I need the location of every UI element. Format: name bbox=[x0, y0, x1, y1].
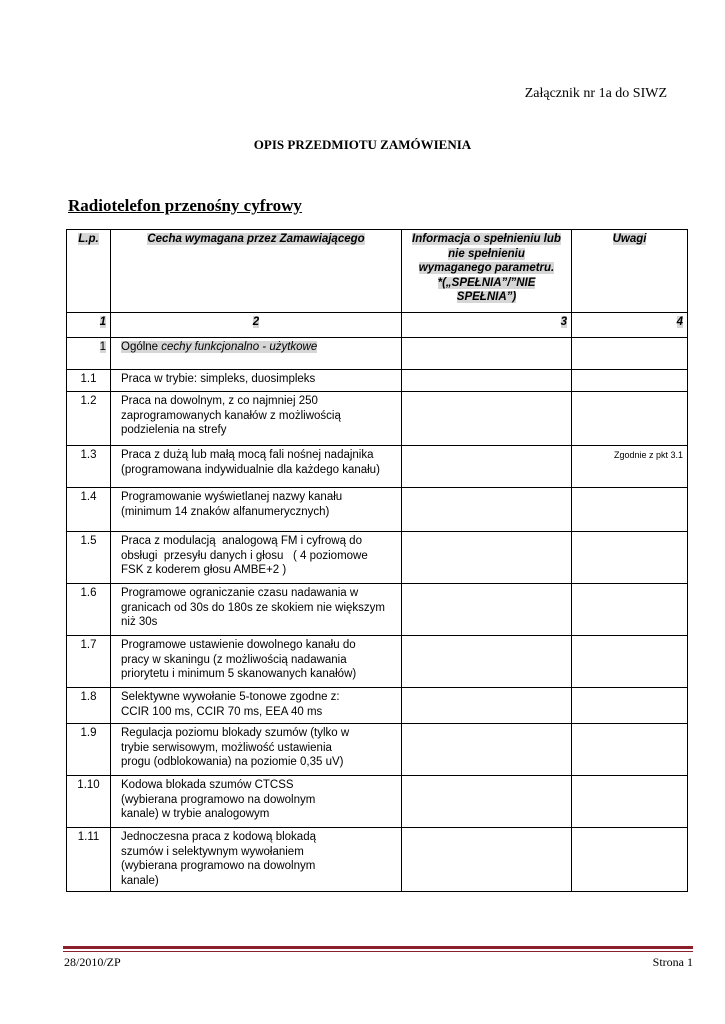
subject-heading: Radiotelefon przenośny cyfrowy bbox=[68, 196, 302, 215]
requirement-row bbox=[67, 776, 688, 828]
requirement-row bbox=[67, 532, 688, 584]
remarks-cell bbox=[572, 688, 688, 724]
requirement-lp: 1.3 bbox=[67, 446, 111, 488]
compliance-input-cell[interactable] bbox=[402, 688, 572, 724]
requirement-line: (wybierana programowo na dowolnym bbox=[121, 793, 316, 806]
remarks-cell bbox=[572, 488, 688, 532]
requirements-rows bbox=[67, 370, 688, 892]
requirement-row bbox=[67, 688, 688, 724]
requirement-row bbox=[67, 370, 688, 392]
attachment-label: Załącznik nr 1a do SIWZ bbox=[524, 86, 667, 101]
header-remarks: Uwagi bbox=[572, 230, 688, 313]
compliance-input-cell[interactable] bbox=[402, 636, 572, 688]
requirement-row bbox=[67, 488, 688, 532]
footer-page-number: Strona 1 bbox=[652, 955, 693, 969]
requirement-lp: 1.1 bbox=[67, 370, 111, 392]
requirement-lp: 1.2 bbox=[67, 392, 111, 446]
header-row bbox=[67, 230, 688, 313]
section-lp: 1 bbox=[67, 338, 111, 370]
footer-reference: 28/2010/ZP bbox=[64, 955, 121, 969]
section-info-cell bbox=[402, 338, 572, 370]
remarks-cell bbox=[572, 584, 688, 636]
requirement-description bbox=[111, 724, 402, 776]
requirement-line: Selektywne wywołanie 5-tonowe zgodne z: bbox=[121, 691, 340, 703]
requirement-lp: 1.7 bbox=[67, 636, 111, 688]
requirement-line: Regulacja poziomu blokady szumów (tylko w bbox=[121, 727, 350, 739]
requirement-lp: 1.10 bbox=[67, 776, 111, 828]
compliance-input-cell[interactable] bbox=[402, 532, 572, 584]
requirement-row bbox=[67, 584, 688, 636]
requirement-line: Kodowa blokada szumów CTCSS bbox=[121, 779, 294, 791]
requirement-line: podzielenia na strefy bbox=[121, 424, 227, 436]
requirement-line: obsługi przesyłu danych i głosu ( 4 poziomowe bbox=[121, 549, 368, 562]
header-info bbox=[402, 230, 572, 313]
requirement-line: Praca w trybie: simpleks, duosimpleks bbox=[121, 373, 316, 385]
compliance-input-cell[interactable] bbox=[402, 488, 572, 532]
requirement-description bbox=[111, 688, 402, 724]
compliance-input-cell[interactable] bbox=[402, 776, 572, 828]
column-number: 3 bbox=[402, 313, 572, 338]
header-lp: L.p. bbox=[67, 230, 111, 313]
remarks-cell bbox=[572, 532, 688, 584]
header-info-line: SPEŁNIA”) bbox=[456, 291, 517, 303]
section-remarks-cell bbox=[572, 338, 688, 370]
compliance-input-cell[interactable] bbox=[402, 446, 572, 488]
document-title: OPIS PRZEDMIOTU ZAMÓWIENIA bbox=[253, 137, 472, 152]
requirement-description bbox=[111, 532, 402, 584]
header-info-line: wymaganego parametru. bbox=[418, 262, 555, 274]
requirement-lp: 1.6 bbox=[67, 584, 111, 636]
remarks-cell bbox=[572, 828, 688, 892]
requirement-description bbox=[111, 370, 402, 392]
remarks-cell bbox=[572, 636, 688, 688]
section-label: Ogólne cechy funkcjonalno - użytkowe bbox=[111, 338, 402, 370]
remarks-cell bbox=[572, 724, 688, 776]
requirement-line: kanale) bbox=[121, 874, 159, 887]
requirement-description bbox=[111, 584, 402, 636]
requirement-line: Jednoczesna praca z kodową blokadą bbox=[121, 831, 316, 843]
header-info-line: nie spełnieniu bbox=[448, 247, 525, 260]
footer-rule-thick bbox=[63, 946, 693, 949]
requirement-line: Praca z dużą lub małą mocą fali nośnej nadajnika bbox=[121, 449, 374, 461]
requirement-row bbox=[67, 828, 688, 892]
column-number: 4 bbox=[572, 313, 688, 338]
column-number: 2 bbox=[111, 313, 402, 338]
requirement-lp: 1.5 bbox=[67, 532, 111, 584]
requirement-line: Praca na dowolnym, z co najmniej 250 bbox=[121, 395, 318, 407]
requirement-line: kanale) w trybie analogowym bbox=[121, 808, 270, 820]
footer-rule-thin bbox=[63, 951, 693, 952]
requirement-description bbox=[111, 636, 402, 688]
column-number: 1 bbox=[67, 313, 111, 338]
requirement-line: progu (odblokowania) na poziomie 0,35 uV) bbox=[121, 756, 344, 768]
requirement-line: szumów i selektywnym wywołaniem bbox=[121, 845, 304, 858]
requirement-lp: 1.9 bbox=[67, 724, 111, 776]
header-info-line: *(„SPEŁNIA”/”NIE bbox=[437, 276, 536, 289]
requirement-description bbox=[111, 776, 402, 828]
requirement-lp: 1.11 bbox=[67, 828, 111, 892]
header-feature: Cecha wymagana przez Zamawiającego bbox=[111, 230, 402, 313]
requirements-table bbox=[66, 229, 688, 892]
requirement-line: (wybierana programowo na dowolnym bbox=[121, 860, 316, 872]
requirement-lp: 1.8 bbox=[67, 688, 111, 724]
requirement-line: Praca z modulacją analogową FM i cyfrową do bbox=[121, 535, 362, 547]
compliance-input-cell[interactable] bbox=[402, 370, 572, 392]
section-row bbox=[67, 338, 688, 370]
requirement-row bbox=[67, 636, 688, 688]
requirement-row bbox=[67, 724, 688, 776]
requirement-line: Programowe ograniczanie czasu nadawania w bbox=[121, 587, 359, 599]
requirement-line: Programowanie wyświetlanej nazwy kanału bbox=[121, 491, 343, 503]
requirement-line: niż 30s bbox=[121, 616, 158, 628]
requirement-line: trybie serwisowym, możliwość ustawienia bbox=[121, 741, 332, 754]
requirement-line: zaprogramowanych kanałów z możliwością bbox=[121, 409, 341, 422]
requirement-line: Programowe ustawienie dowolnego kanału do bbox=[121, 639, 356, 651]
compliance-input-cell[interactable] bbox=[402, 392, 572, 446]
requirement-description bbox=[111, 446, 402, 488]
requirement-line: FSK z koderem głosu AMBE+2 ) bbox=[121, 564, 287, 576]
compliance-input-cell[interactable] bbox=[402, 724, 572, 776]
requirement-row bbox=[67, 446, 688, 488]
requirement-lp: 1.4 bbox=[67, 488, 111, 532]
requirement-line: CCIR 100 ms, CCIR 70 ms, EEA 40 ms bbox=[121, 705, 323, 718]
requirement-description bbox=[111, 488, 402, 532]
remarks-cell bbox=[572, 776, 688, 828]
remarks-cell: Zgodnie z pkt 3.1 bbox=[572, 446, 688, 488]
requirement-line: priorytetu i minimum 5 skanowanych kanałów) bbox=[121, 668, 357, 680]
compliance-input-cell[interactable] bbox=[402, 584, 572, 636]
requirement-line: pracy w skaningu (z możliwością nadawania bbox=[121, 653, 347, 666]
remarks-cell bbox=[572, 370, 688, 392]
requirement-line: (minimum 14 znaków alfanumerycznych) bbox=[121, 505, 330, 518]
remarks-cell bbox=[572, 392, 688, 446]
compliance-input-cell[interactable] bbox=[402, 828, 572, 892]
requirement-description bbox=[111, 828, 402, 892]
requirement-row bbox=[67, 392, 688, 446]
requirement-line: (programowana indywidualnie dla każdego kanału) bbox=[121, 463, 380, 476]
column-number-row bbox=[67, 313, 688, 338]
requirement-description bbox=[111, 392, 402, 446]
requirement-line: granicach od 30s do 180s ze skokiem nie większym bbox=[121, 601, 385, 614]
header-info-line: Informacja o spełnieniu lub bbox=[412, 233, 561, 245]
